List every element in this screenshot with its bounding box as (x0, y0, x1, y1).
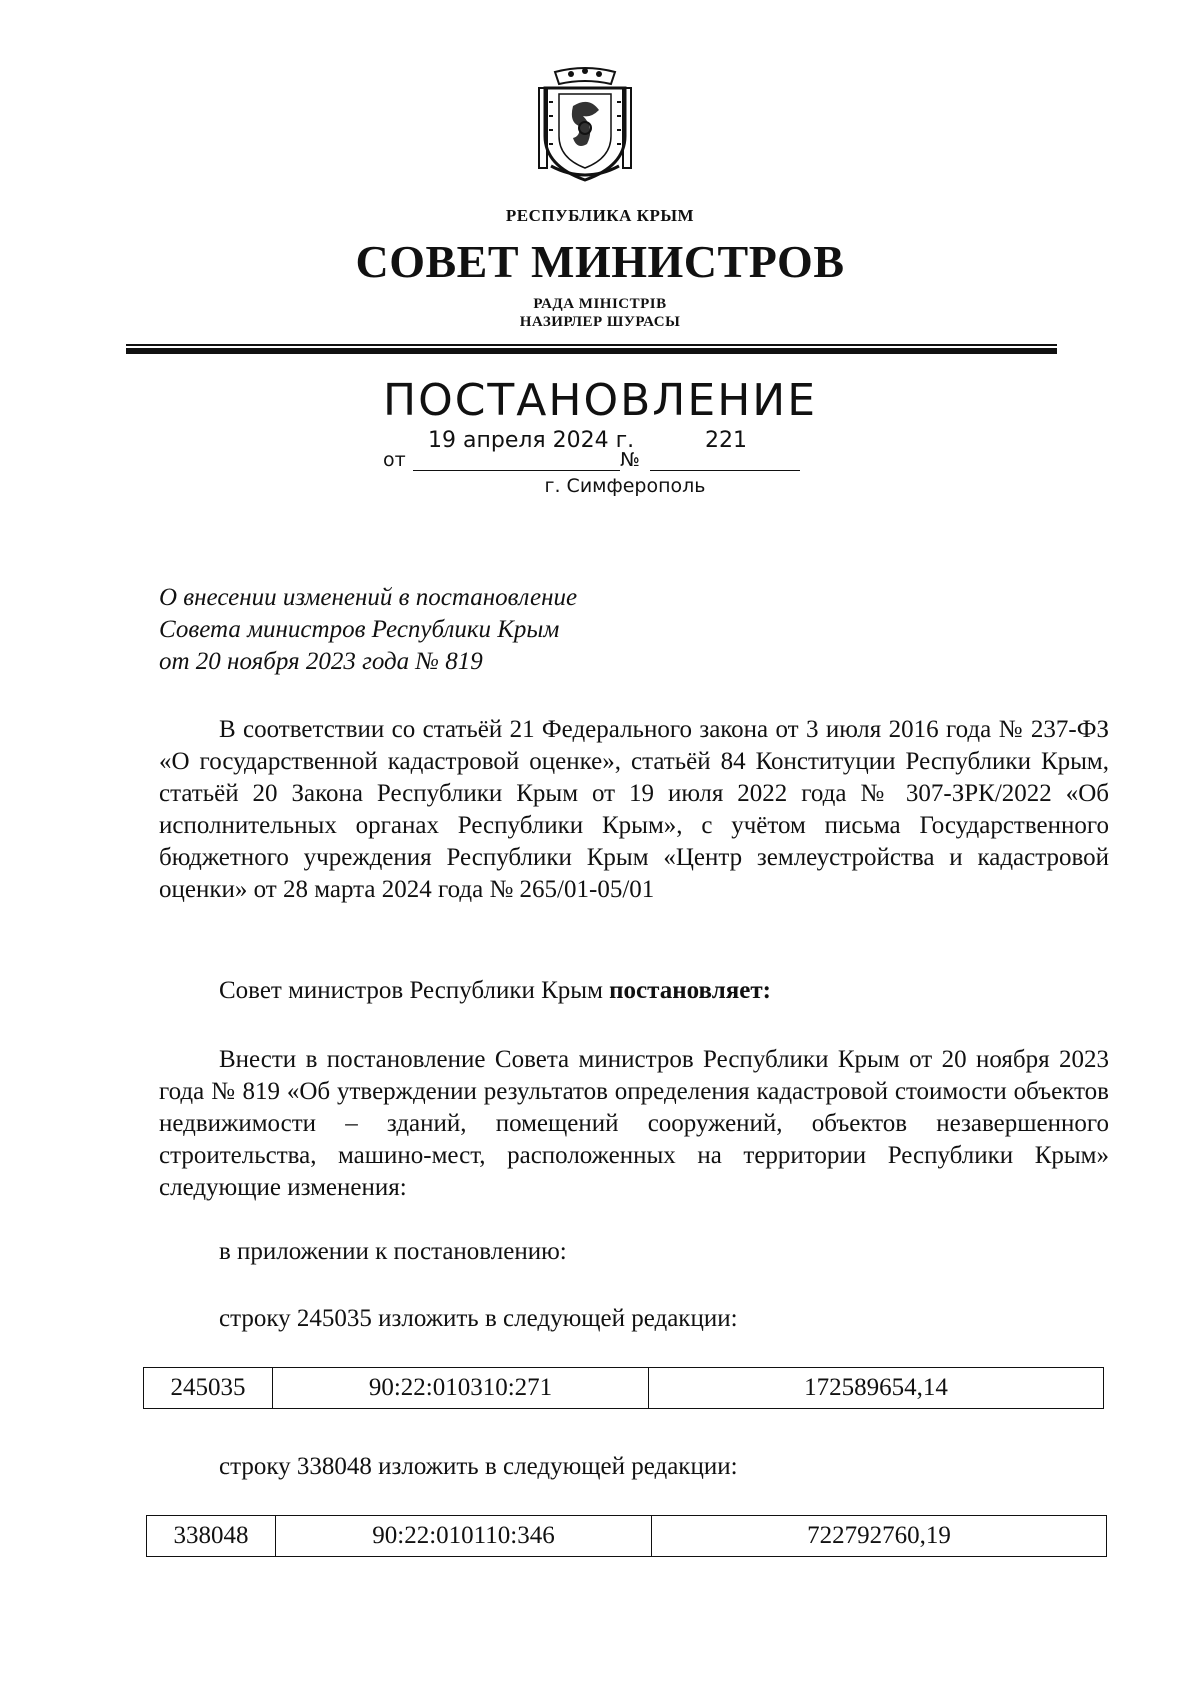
subject-line: О внесении изменений в постановление (159, 584, 578, 611)
header-divider-thin (126, 344, 1057, 346)
appendix-paragraph (159, 1236, 1109, 1268)
row-number-cell: 245035 (144, 1368, 273, 1409)
number-underline (650, 470, 800, 471)
council-name-ukrainian: РАДА МІНІСТРІВ (533, 296, 667, 312)
row-intro-paragraph (159, 1303, 1109, 1335)
amendment-paragraph (159, 1044, 1109, 1204)
cadastral-value-cell: 722792760,19 (652, 1516, 1107, 1557)
resolves-paragraph (159, 975, 1109, 1007)
row-intro-text: строку 245035 изложить в следующей редакции: (219, 1305, 738, 1332)
subject-line: Совета министров Республики Крым (159, 616, 560, 643)
row-intro-paragraph (159, 1451, 1109, 1483)
amended-row-table (146, 1515, 1107, 1557)
header-divider-thick (126, 348, 1057, 354)
preamble-paragraph (159, 714, 1109, 906)
row-number-cell: 338048 (147, 1516, 276, 1557)
crimea-coat-of-arms-icon (537, 66, 633, 184)
table-row (144, 1368, 1104, 1409)
cadastral-number-cell: 90:22:010110:346 (276, 1516, 652, 1557)
cadastral-number-cell: 90:22:010310:271 (273, 1368, 649, 1409)
resolves-keyword: постановляет: (609, 977, 771, 1004)
decree-number: 221 (705, 428, 747, 453)
republic-name: РЕСПУБЛИКА КРЫМ (505, 206, 695, 225)
table-row (147, 1516, 1107, 1557)
council-name-crimean-tatar: НАЗИРЛЕР ШУРАСЫ (519, 314, 681, 330)
amendment-text: Внести в постановление Совета министров Республики Крым от 20 ноября 2023 года № 819 «Об утверждении результатов определения кадастровой стоимости объектов недвижимости – зданий, помещений сооружений, объектов незавершенного строительства, машино-мест, расположенных на территории Республики Крым» следующие изменения: (159, 1046, 1109, 1201)
amended-row-table (143, 1367, 1104, 1409)
decree-date: 19 апреля 2024 г. (428, 428, 635, 453)
council-name: СОВЕТ МИНИСТРОВ (355, 236, 845, 287)
appendix-text: в приложении к постановлению: (219, 1238, 567, 1265)
preamble-text: В соответствии со статьёй 21 Федерального закона от 3 июля 2016 года № 237-ФЗ «О государственной кадастровой оценке», статьёй 84 Конституции Республики Крым, статьёй 20 Закона Республики Крым от 19 июля 2022 года № 307-ЗРК/2022 «Об исполнительных органах Республики Крым», с учётом письма Государственного бюджетного учреждения Республики Крым «Центр землеустройства и кадастровой оценки» от 28 марта 2024 года № 265/01-05/01 (159, 716, 1109, 903)
date-prefix: от (383, 449, 406, 471)
decree-title: ПОСТАНОВЛЕНИЕ (382, 375, 817, 426)
number-prefix: № (620, 449, 640, 471)
subject-line: от 20 ноября 2023 года № 819 (159, 648, 483, 675)
decree-subject (159, 582, 759, 678)
date-underline (413, 470, 620, 471)
resolves-text: Совет министров Республики Крым (219, 977, 603, 1004)
row-intro-text: строку 338048 изложить в следующей редакции: (219, 1453, 738, 1480)
cadastral-value-cell: 172589654,14 (649, 1368, 1104, 1409)
decree-city: г. Симферополь (544, 475, 706, 497)
